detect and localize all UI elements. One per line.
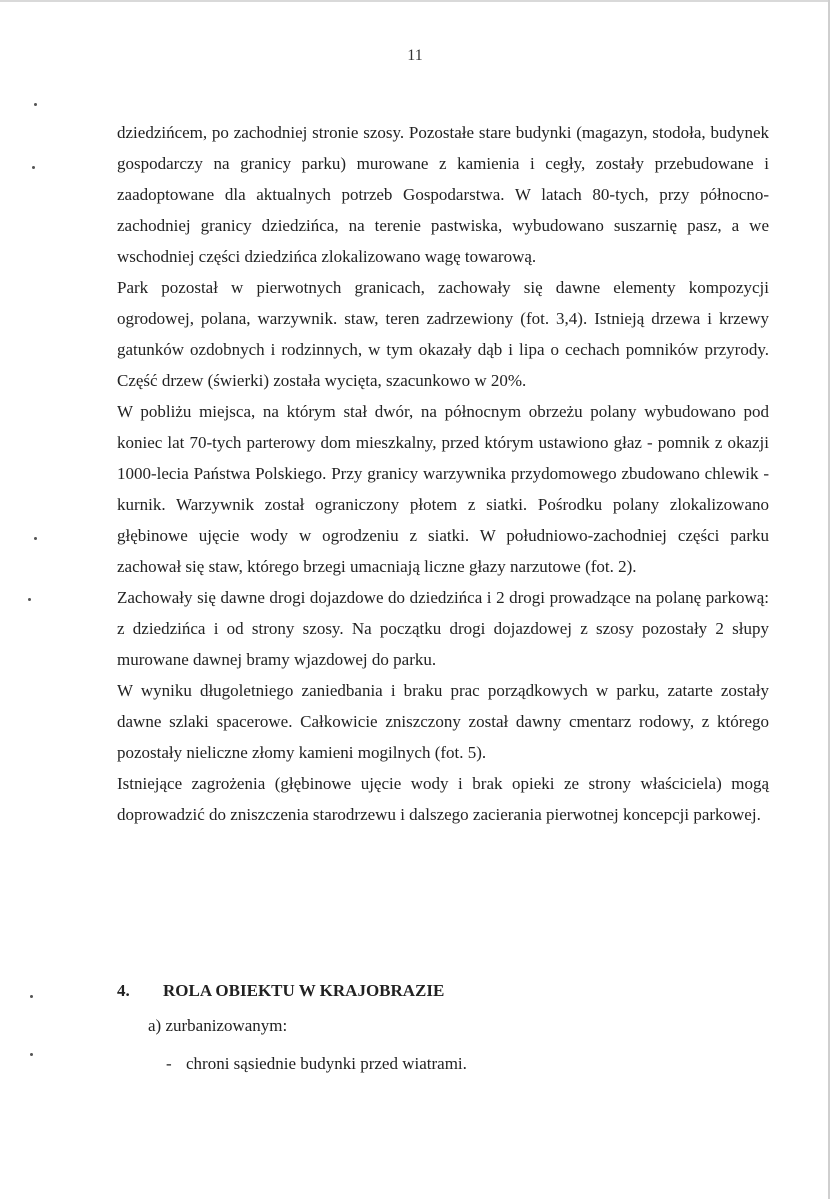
margin-mark bbox=[28, 598, 31, 601]
section-title: ROLA OBIEKTU W KRAJOBRAZIE bbox=[163, 981, 445, 1000]
subsection-label: a) zurbanizowanym: bbox=[148, 1016, 288, 1035]
page-number: 11 bbox=[407, 47, 423, 64]
bullet-dash: - bbox=[166, 1054, 172, 1073]
paragraph: dziedzińcem, po zachodniej stronie szosy. Pozostałe stare budynki (magazyn, stodoła, budynek gospodarczy na granicy parku) murowane z kamienia i cegły, zostały przebudowane i zaadoptowane dla aktualnych potrzeb Gospodarstwa. W latach 80-tych, przy północno-zachodniej granicy dziedzińca, na terenie pastwiska, wybudowano suszarnię pasz, a we wschodniej części dziedzińca zlokalizowano wagę towarową. bbox=[117, 123, 769, 266]
paragraph: W wyniku długoletniego zaniedbania i braku prac porządkowych w parku, zatarte zostały dawne szlaki spacerowe. Całkowicie zniszczony został dawny cmentarz rodowy, z którego pozostały nieliczne złomy kamieni mogilnych (fot. 5). bbox=[117, 681, 769, 762]
page-top-edge bbox=[0, 0, 830, 2]
section-heading bbox=[117, 981, 769, 1001]
margin-mark bbox=[30, 995, 33, 998]
margin-mark bbox=[34, 537, 37, 540]
paragraph: Zachowały się dawne drogi dojazdowe do dziedzińca i 2 drogi prowadzące na polanę parkową: z dziedzińca i od strony szosy. Na początku drogi dojazdowej z szosy pozostały 2 słupy murowane dawnej bramy wjazdowej do parku. bbox=[117, 588, 769, 669]
paragraph: Park pozostał w pierwotnych granicach, zachowały się dawne elementy kompozycji ogrodowej, polana, warzywnik. staw, teren zadrzewiony (fot. 3,4). Istnieją drzewa i krzewy gatunków ozdobnych i rodzinnych, w tym okazały dąb i lipa o cechach pomników przyrody. Część drzew (świerki) została wycięta, szacunkowo w 20%. bbox=[117, 278, 769, 390]
section-number: 4. bbox=[117, 981, 130, 1000]
bullet-item bbox=[166, 1054, 467, 1074]
margin-mark bbox=[34, 103, 37, 106]
paragraph: W pobliżu miejsca, na którym stał dwór, na północnym obrzeżu polany wybudowano pod koniec lat 70-tych parterowy dom mieszkalny, przed którym ustawiono głaz - pomnik z okazji 1000-lecia Państwa Polskiego. Przy granicy warzywnika przydomowego zbudowano chlewik - kurnik. Warzywnik został ograniczony płotem z siatki. Pośrodku polany zlokalizowano głębinowe ujęcie wody w ogrodzeniu z siatki. W południowo-zachodniej części parku zachował się staw, którego brzegi umacniają liczne głazy narzutowe (fot. 2). bbox=[117, 402, 769, 576]
body-text bbox=[117, 117, 769, 830]
bullet-text: chroni sąsiednie budynki przed wiatrami. bbox=[186, 1054, 467, 1073]
margin-mark bbox=[30, 1053, 33, 1056]
paragraph: Istniejące zagrożenia (głębinowe ujęcie wody i brak opieki ze strony właściciela) mogą doprowadzić do zniszczenia starodrzewu i dalszego zacierania pierwotnej koncepcji parkowej. bbox=[117, 774, 769, 824]
margin-mark bbox=[32, 166, 35, 169]
